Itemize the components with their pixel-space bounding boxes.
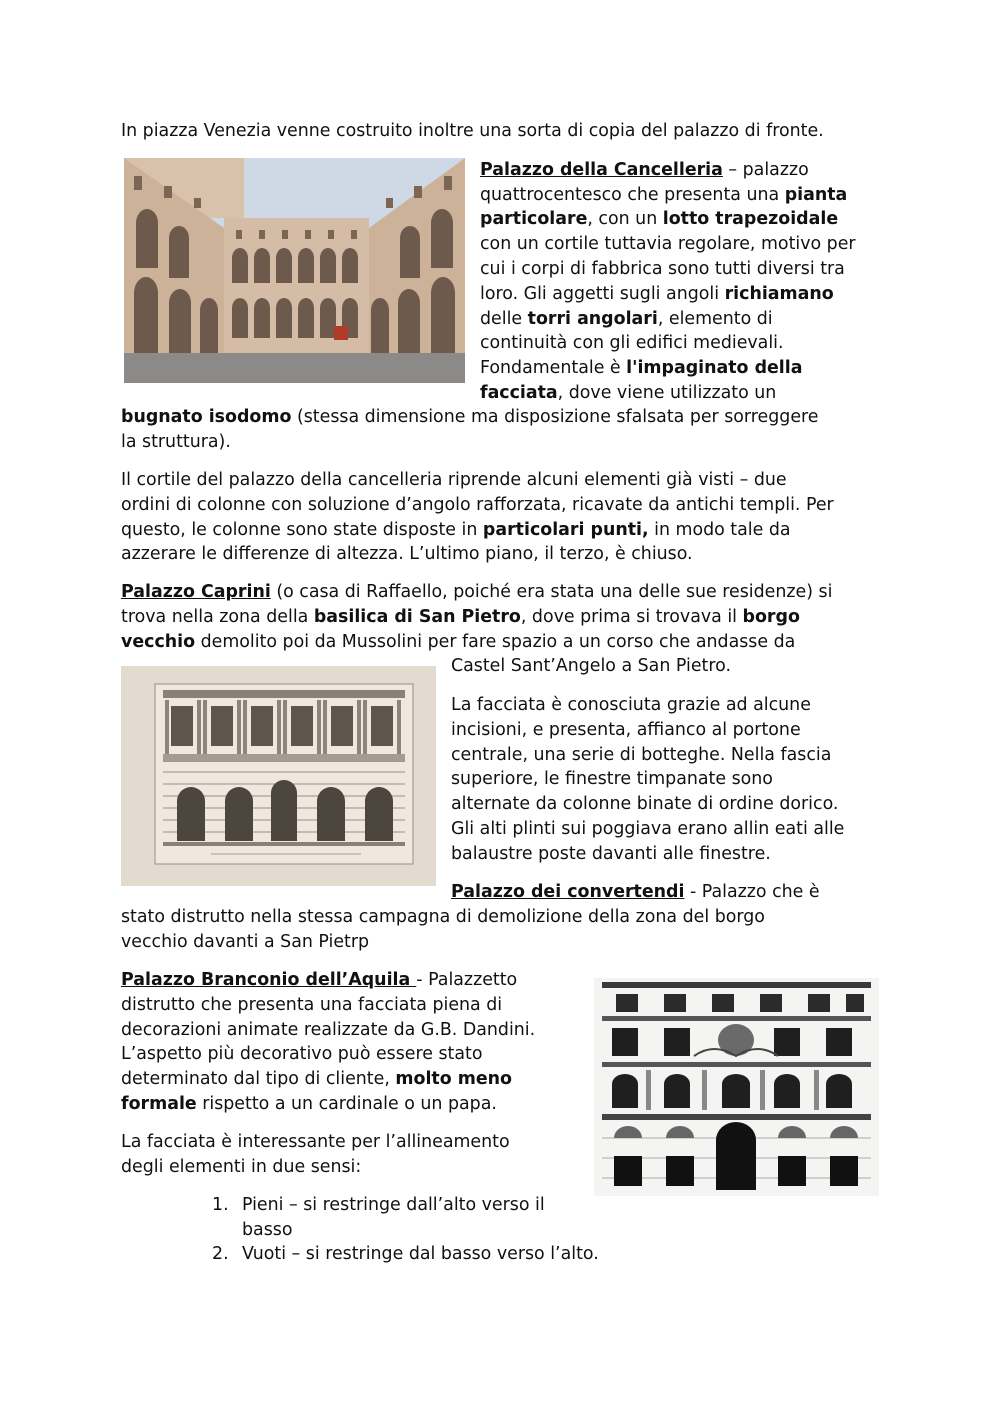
branconio-facade-engraving <box>594 978 879 1196</box>
list-number: 1. <box>212 1195 229 1215</box>
branconio-text: - Palazzetto <box>416 970 518 990</box>
cancelleria-text: delle <box>480 309 528 329</box>
caprini-bold: vecchio <box>121 632 196 652</box>
branconio-line-1 <box>121 968 517 992</box>
caprini-bold: basilica di San Pietro <box>313 607 521 627</box>
list-number: 2. <box>212 1244 229 1264</box>
caprini-text: (o casa di Raffaello, poiché era stata una delle sue residenze) si <box>270 582 833 602</box>
caprini-line-1 <box>121 580 832 604</box>
cancelleria-line-8: continuità con gli edifici medievali. <box>480 333 784 353</box>
cancelleria-bold: lotto trapezoidale <box>662 209 839 229</box>
branconio-line-6 <box>121 1092 497 1116</box>
cancelleria-line-7 <box>480 307 773 331</box>
cancelleria-line-12: la struttura). <box>121 432 231 452</box>
intro-paragraph: In piazza Venezia venne costruito inoltre una sorta di copia del palazzo di fronte. <box>121 121 824 141</box>
cancelleria-bold: bugnato isodomo <box>121 407 292 427</box>
caprini-para-line-2: incisioni, e presenta, affianco al portone <box>451 720 801 740</box>
cancelleria-bold: facciata <box>480 383 558 403</box>
cortile-line-2: ordini di colonne con soluzione d’angolo rafforzata, ricavate da antichi templi. Per <box>121 495 834 515</box>
cancelleria-bold: torri angolari <box>527 309 658 329</box>
caprini-para-line-3: centrale, una serie di botteghe. Nella fascia <box>451 745 832 765</box>
cortile-bold: particolari punti, <box>482 520 649 540</box>
branconio-title: Palazzo Branconio dell’Aquila <box>121 970 417 990</box>
caprini-line-3 <box>121 630 795 654</box>
cortile-line-4: azzerare le differenze di altezza. L’ultimo piano, il terzo, è chiuso. <box>121 544 693 564</box>
caprini-para-line-7: balaustre poste davanti alle finestre. <box>451 844 771 864</box>
cancelleria-line-6 <box>480 282 834 306</box>
convertendi-title: Palazzo dei convertendi <box>451 882 685 902</box>
cancelleria-text: – palazzo <box>722 160 809 180</box>
cancelleria-bold: pianta <box>784 185 848 205</box>
cancelleria-line-3 <box>480 207 838 231</box>
cancelleria-text: Fondamentale è <box>480 358 627 378</box>
cancelleria-courtyard-photo <box>124 158 465 383</box>
cancelleria-bold: richiamano <box>724 284 834 304</box>
list-item: Pieni – si restringe dall’alto verso il <box>242 1195 545 1215</box>
cortile-text: questo, le colonne sono state disposte in <box>121 520 483 540</box>
cancelleria-title: Palazzo della Cancelleria <box>480 160 723 180</box>
caprini-line-4: Castel Sant’Angelo a San Pietro. <box>451 656 731 676</box>
cancelleria-text: loro. Gli aggetti sugli angoli <box>480 284 725 304</box>
convertendi-line-3: vecchio davanti a San Pietrp <box>121 932 370 952</box>
caprini-engraving-image <box>121 666 436 886</box>
caprini-text: demolito poi da Mussolini per fare spazio a un corso che andasse da <box>195 632 796 652</box>
cancelleria-text: (stessa dimensione ma disposizione sfalsata per sorreggere <box>291 407 819 427</box>
convertendi-line-2: stato distrutto nella stessa campagna di demolizione della zona del borgo <box>121 907 765 927</box>
branconio-para-line-1: La facciata è interessante per l’allineamento <box>121 1132 510 1152</box>
cancelleria-bold: l'impaginato della <box>626 358 803 378</box>
cancelleria-line-4: con un cortile tuttavia regolare, motivo per <box>480 234 856 254</box>
cancelleria-line-2 <box>480 183 847 207</box>
cancelleria-line-9 <box>480 356 802 380</box>
cortile-text: in modo tale da <box>648 520 791 540</box>
branconio-line-3: decorazioni animate realizzate da G.B. Dandini. <box>121 1020 536 1040</box>
caprini-text: trova nella zona della <box>121 607 314 627</box>
cancelleria-line-1 <box>480 158 809 182</box>
branconio-text: determinato dal tipo di cliente, <box>121 1069 396 1089</box>
caprini-para-line-1: La facciata è conosciuta grazie ad alcune <box>451 695 811 715</box>
list-item-continuation: basso <box>242 1220 293 1240</box>
convertendi-line-1 <box>451 880 820 904</box>
cortile-line-1: Il cortile del palazzo della cancelleria riprende alcuni elementi già visti – due <box>121 470 787 490</box>
caprini-para-line-4: superiore, le finestre timpanate sono <box>451 769 773 789</box>
cancelleria-text: , dove viene utilizzato un <box>557 383 777 403</box>
caprini-line-2 <box>121 605 800 629</box>
caprini-text: , dove prima si trovava il <box>520 607 743 627</box>
caprini-para-line-6: Gli alti plinti sui poggiava erano allin eati alle <box>451 819 845 839</box>
cancelleria-bold: particolare <box>480 209 588 229</box>
cancelleria-line-5: cui i corpi di fabbrica sono tutti diversi tra <box>480 259 845 279</box>
cancelleria-line-11 <box>121 405 819 429</box>
caprini-bold: borgo <box>742 607 800 627</box>
caprini-title: Palazzo Caprini <box>121 582 271 602</box>
branconio-line-5 <box>121 1067 512 1091</box>
cortile-line-3 <box>121 518 791 542</box>
caprini-para-line-5: alternate da colonne binate di ordine dorico. <box>451 794 839 814</box>
branconio-line-4: L’aspetto più decorativo può essere stato <box>121 1044 483 1064</box>
cancelleria-text: , elemento di <box>657 309 773 329</box>
cancelleria-text: quattrocentesco che presenta una <box>480 185 785 205</box>
cancelleria-text: , con un <box>587 209 663 229</box>
convertendi-text: - Palazzo che è <box>684 882 820 902</box>
branconio-bold: molto meno <box>395 1069 512 1089</box>
branconio-line-2: distrutto che presenta una facciata piena di <box>121 995 503 1015</box>
branconio-text: rispetto a un cardinale o un papa. <box>196 1094 497 1114</box>
list-item: Vuoti – si restringe dal basso verso l’alto. <box>242 1244 599 1264</box>
cancelleria-line-10 <box>480 381 776 405</box>
branconio-bold: formale <box>121 1094 197 1114</box>
branconio-para-line-2: degli elementi in due sensi: <box>121 1157 362 1177</box>
